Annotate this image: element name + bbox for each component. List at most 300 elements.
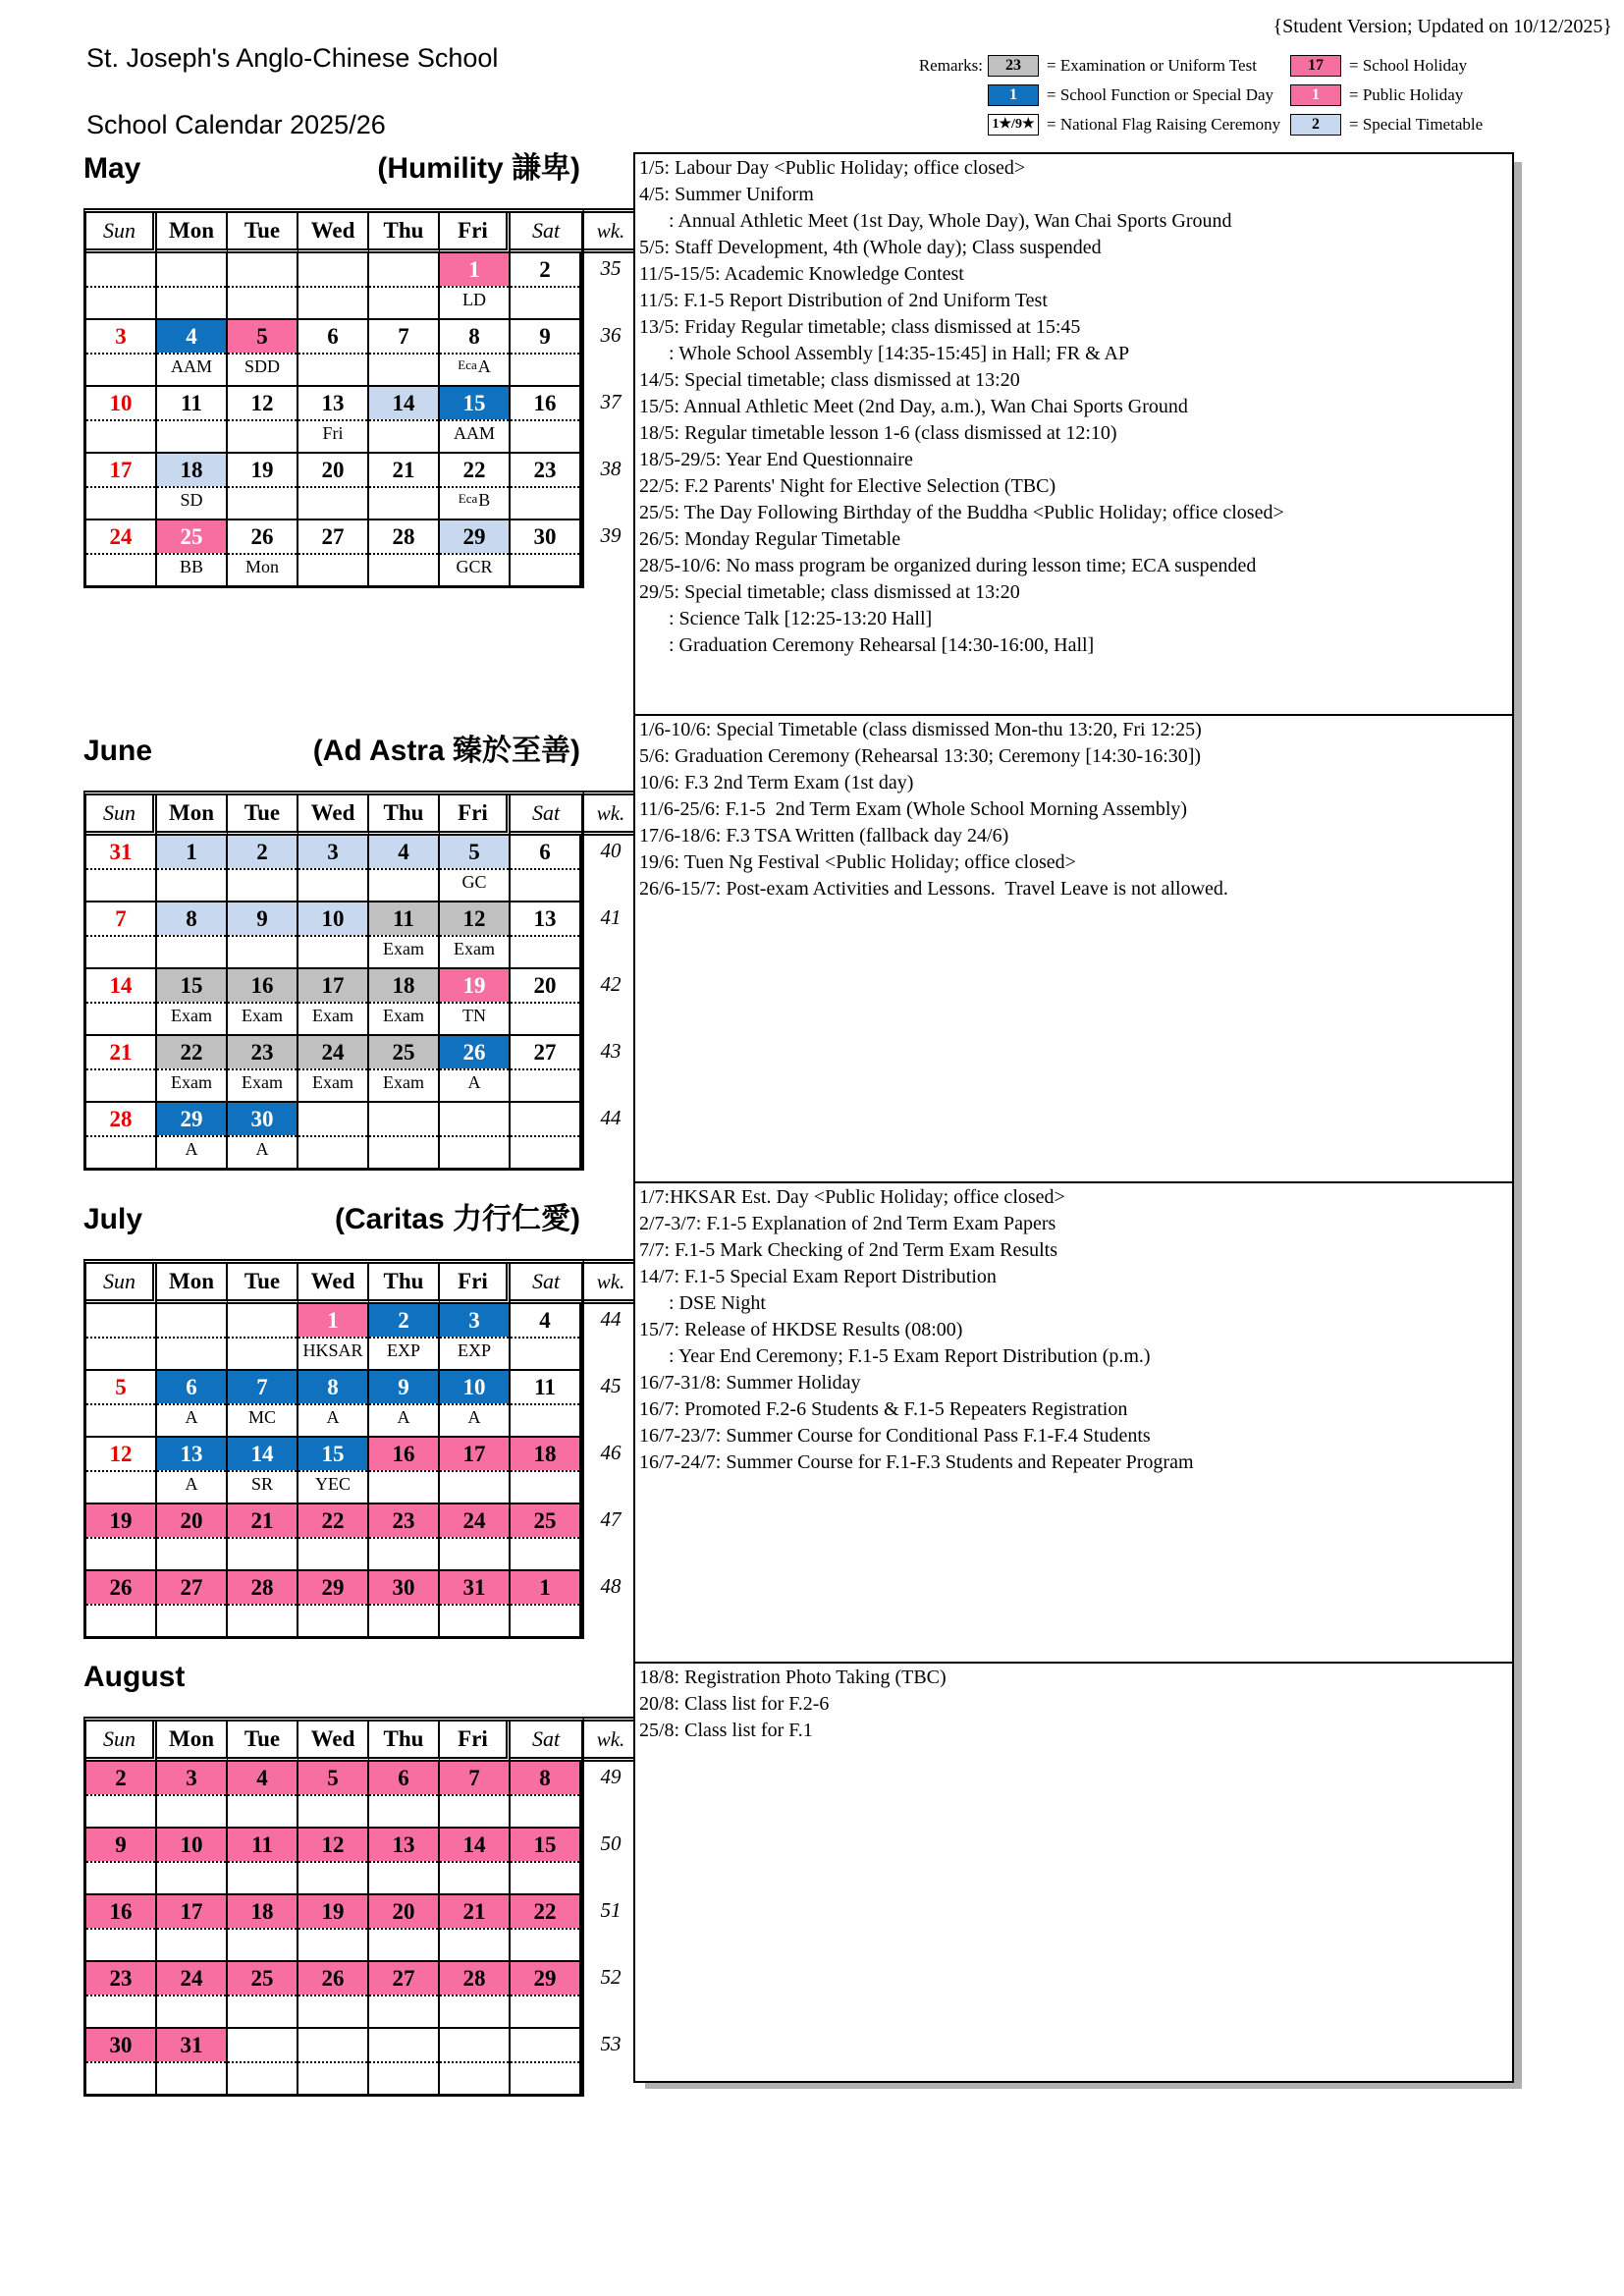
note-line: 26/5: Monday Regular Timetable	[639, 528, 901, 550]
week-number-header: wk.	[584, 1717, 637, 1762]
day-cell	[511, 969, 581, 1036]
day-header-tue: Tue	[228, 1264, 298, 1304]
day-cell	[440, 2029, 511, 2094]
day-cell	[298, 387, 369, 454]
day-number: 11	[181, 390, 202, 415]
legend-label: = National Flag Raising Ceremony	[1047, 115, 1281, 134]
notes-section-june	[635, 716, 1512, 1183]
day-cell	[228, 520, 298, 585]
day-number: 16	[228, 969, 297, 1002]
day-annotation	[157, 1794, 226, 1825]
day-number: 2	[228, 836, 297, 868]
day-cell	[228, 902, 298, 969]
day-header-sat: Sat	[511, 213, 581, 253]
day-cell	[86, 1762, 157, 1829]
day-annotation	[157, 419, 226, 450]
day-number: 8	[511, 1762, 579, 1794]
day-cell	[228, 454, 298, 520]
day-annotation	[298, 1861, 367, 1891]
month-title	[83, 1200, 580, 1239]
day-number: 19	[250, 457, 274, 482]
note-line: 25/8: Class list for F.1	[639, 1720, 813, 1741]
day-number: 22	[298, 1504, 367, 1537]
week-number: 42	[600, 972, 622, 996]
day-cell	[298, 1895, 369, 1962]
day-cell	[511, 1829, 581, 1895]
day-annotation	[369, 553, 438, 583]
week-number: 39	[600, 523, 622, 547]
day-number: 8	[298, 1371, 367, 1403]
day-annotation	[86, 1995, 155, 2025]
note-line: 5/5: Staff Development, 4th (Whole day); Class suspended	[639, 237, 1102, 258]
day-number: 12	[109, 1441, 133, 1466]
day-number: 27	[157, 1571, 226, 1604]
day-cell	[228, 387, 298, 454]
day-annotation	[511, 1470, 579, 1501]
day-annotation	[157, 1861, 226, 1891]
remarks-label: Remarks:	[918, 56, 983, 75]
day-cell	[440, 1762, 511, 1829]
day-cell	[440, 902, 511, 969]
day-cell	[298, 902, 369, 969]
day-number: 24	[440, 1504, 509, 1537]
day-cell	[511, 1762, 581, 1829]
day-cell	[157, 1103, 228, 1168]
day-number: 11	[534, 1374, 556, 1399]
day-number: 27	[533, 1039, 557, 1065]
day-cell	[228, 1962, 298, 2029]
day-annotation: Exam	[228, 1002, 297, 1032]
day-cell	[157, 1438, 228, 1504]
month-block-may	[83, 149, 639, 588]
day-cell	[298, 253, 369, 320]
day-cell	[86, 1895, 157, 1962]
day-cell	[511, 1371, 581, 1438]
day-annotation: A	[157, 1470, 226, 1501]
day-number: 23	[86, 1962, 155, 1995]
day-cell	[228, 1571, 298, 1636]
notes-section-july	[635, 1183, 1512, 1664]
day-number: 11	[228, 1829, 297, 1861]
day-annotation	[511, 1995, 579, 2025]
day-cell	[157, 902, 228, 969]
day-cell	[440, 1036, 511, 1103]
day-header-sat: Sat	[511, 1264, 581, 1304]
day-number: 11	[369, 902, 438, 935]
day-number: 31	[157, 2029, 226, 2061]
day-cell	[86, 1571, 157, 1636]
day-number: 26	[298, 1962, 367, 1995]
day-number: 27	[321, 523, 345, 549]
day-cell	[157, 320, 228, 387]
day-cell	[228, 253, 298, 320]
day-number: 9	[228, 902, 297, 935]
day-annotation	[228, 1604, 297, 1634]
week-number-header: wk.	[584, 1259, 637, 1304]
day-cell	[440, 253, 511, 320]
day-cell	[440, 387, 511, 454]
day-annotation	[228, 935, 297, 965]
week-number: 44	[600, 1307, 622, 1331]
week-number: 43	[600, 1039, 622, 1063]
day-annotation	[511, 1928, 579, 1958]
day-annotation	[157, 1337, 226, 1367]
day-cell	[511, 1103, 581, 1168]
day-number: 17	[298, 969, 367, 1002]
note-line: 18/5: Regular timetable lesson 1-6 (class dismissed at 12:10)	[639, 422, 1117, 444]
day-annotation	[511, 1135, 579, 1166]
day-annotation: Exam	[298, 1068, 367, 1099]
day-number: 13	[533, 905, 557, 931]
day-cell	[157, 1895, 228, 1962]
day-annotation	[157, 1537, 226, 1567]
day-cell	[86, 836, 157, 902]
day-header-thu: Thu	[369, 213, 440, 253]
note-line: 15/5: Annual Athletic Meet (2nd Day, a.m.), Wan Chai Sports Ground	[639, 396, 1188, 417]
day-number: 29	[440, 520, 509, 553]
day-annotation: A	[369, 1403, 438, 1434]
day-cell	[298, 969, 369, 1036]
day-number: 7	[440, 1762, 509, 1794]
day-annotation: HKSAR	[298, 1337, 367, 1367]
day-number: 31	[109, 839, 133, 864]
day-cell	[369, 387, 440, 454]
day-number: 3	[298, 836, 367, 868]
day-number: 21	[228, 1504, 297, 1537]
legend-box-st: 2	[1290, 114, 1341, 136]
week-number: 45	[600, 1374, 622, 1397]
day-annotation	[440, 1135, 509, 1166]
day-annotation	[157, 286, 226, 316]
calendar-grid	[83, 1717, 584, 2097]
note-line: 11/5: F.1-5 Report Distribution of 2nd Uniform Test	[639, 290, 1048, 311]
day-number: 20	[533, 972, 557, 998]
day-number: 30	[86, 2029, 155, 2061]
day-annotation	[86, 419, 155, 450]
week-number: 50	[600, 1831, 622, 1855]
day-number: 10	[157, 1829, 226, 1861]
day-cell	[369, 1762, 440, 1829]
day-annotation: EXP	[369, 1337, 438, 1367]
legend-box-fn: 1	[988, 84, 1039, 106]
day-number: 24	[157, 1962, 226, 1995]
day-cell	[440, 1438, 511, 1504]
day-number: 7	[398, 323, 409, 349]
school-name: St. Joseph's Anglo-Chinese School	[86, 43, 499, 73]
day-annotation: SR	[228, 1470, 297, 1501]
day-header-tue: Tue	[228, 213, 298, 253]
day-number: 3	[157, 1762, 226, 1794]
day-number: 19	[86, 1504, 155, 1537]
day-number: 2	[369, 1304, 438, 1337]
day-cell	[86, 1371, 157, 1438]
day-cell	[511, 320, 581, 387]
day-number: 6	[157, 1371, 226, 1403]
week-number: 53	[600, 2032, 622, 2055]
week-number: 46	[600, 1441, 622, 1464]
day-cell	[369, 1504, 440, 1571]
day-number: 24	[109, 523, 133, 549]
week-number: 44	[600, 1106, 622, 1129]
notes-section-august	[635, 1664, 1512, 2081]
day-annotation	[440, 1995, 509, 2025]
note-line: 16/7: Promoted F.2-6 Students & F.1-5 Repeaters Registration	[639, 1398, 1128, 1420]
day-number: 14	[228, 1438, 297, 1470]
note-line: 26/6-15/7: Post-exam Activities and Lessons. Travel Leave is not allowed.	[639, 878, 1228, 900]
note-line: 20/8: Class list for F.2-6	[639, 1693, 830, 1715]
day-number: 8	[157, 902, 226, 935]
note-line: 29/5: Special timetable; class dismissed at 13:20	[639, 581, 1020, 603]
day-number: 7	[115, 905, 127, 931]
day-annotation	[228, 419, 297, 450]
day-cell	[440, 969, 511, 1036]
day-annotation: Mon	[228, 553, 297, 583]
day-number	[228, 2029, 297, 2061]
day-header-sun: Sun	[86, 213, 157, 253]
day-cell	[369, 454, 440, 520]
day-annotation: A	[298, 1403, 367, 1434]
day-annotation	[511, 1002, 579, 1032]
day-annotation	[298, 286, 367, 316]
calendar-grid	[83, 208, 584, 588]
day-number: 14	[440, 1829, 509, 1861]
note-line: 11/6-25/6: F.1-5 2nd Term Exam (Whole School Morning Assembly)	[639, 798, 1188, 820]
day-number: 3	[440, 1304, 509, 1337]
day-header-mon: Mon	[157, 1264, 228, 1304]
day-annotation	[440, 1470, 509, 1501]
day-cell	[511, 1962, 581, 2029]
day-cell	[369, 320, 440, 387]
note-line: : Science Talk [12:25-13:20 Hall]	[639, 608, 933, 629]
day-cell	[228, 1103, 298, 1168]
day-cell	[86, 1304, 157, 1371]
day-number	[86, 1304, 155, 1337]
day-annotation	[298, 553, 367, 583]
week-number-column	[584, 1259, 637, 1638]
day-cell	[440, 520, 511, 585]
day-cell	[86, 1438, 157, 1504]
day-cell	[369, 902, 440, 969]
week-number: 37	[600, 390, 622, 413]
day-annotation	[511, 486, 579, 517]
day-number: 27	[369, 1962, 438, 1995]
day-cell	[511, 1571, 581, 1636]
day-cell	[86, 1504, 157, 1571]
day-cell	[157, 1371, 228, 1438]
month-name: July	[83, 1203, 143, 1235]
note-line: 13/5: Friday Regular timetable; class dismissed at 15:45	[639, 316, 1081, 338]
day-number	[440, 2029, 509, 2061]
day-number: 5	[440, 836, 509, 868]
note-line: : Year End Ceremony; F.1-5 Exam Report Distribution (p.m.)	[639, 1345, 1151, 1367]
day-number: 31	[440, 1571, 509, 1604]
day-cell	[157, 520, 228, 585]
day-cell	[511, 902, 581, 969]
day-header-mon: Mon	[157, 795, 228, 836]
note-line: 15/7: Release of HKDSE Results (08:00)	[639, 1319, 963, 1340]
day-number: 30	[533, 523, 557, 549]
day-cell	[86, 969, 157, 1036]
day-cell	[86, 2029, 157, 2094]
day-header-thu: Thu	[369, 1722, 440, 1762]
month-name: June	[83, 735, 153, 767]
week-number: 36	[600, 323, 622, 347]
day-annotation	[157, 868, 226, 899]
day-number: 16	[369, 1438, 438, 1470]
day-annotation	[511, 868, 579, 899]
note-line: 7/7: F.1-5 Mark Checking of 2nd Term Exam Results	[639, 1239, 1058, 1261]
week-number: 51	[600, 1898, 622, 1922]
day-header-fri: Fri	[440, 1264, 511, 1304]
day-number: 15	[298, 1438, 367, 1470]
day-annotation	[86, 286, 155, 316]
day-cell	[298, 520, 369, 585]
day-cell	[157, 454, 228, 520]
day-annotation	[86, 1403, 155, 1434]
day-annotation	[86, 2061, 155, 2092]
day-annotation	[298, 353, 367, 383]
day-header-thu: Thu	[369, 795, 440, 836]
day-annotation	[86, 1002, 155, 1032]
note-line: 2/7-3/7: F.1-5 Explanation of 2nd Term Exam Papers	[639, 1213, 1056, 1234]
day-annotation	[86, 353, 155, 383]
day-cell	[228, 1829, 298, 1895]
day-header-tue: Tue	[228, 795, 298, 836]
day-cell	[157, 1762, 228, 1829]
day-number: 21	[109, 1039, 133, 1065]
week-number-header: wk.	[584, 791, 637, 836]
day-annotation	[157, 1604, 226, 1634]
day-annotation	[86, 1470, 155, 1501]
day-cell	[369, 1371, 440, 1438]
calendar-table	[83, 1717, 639, 2097]
version-note: {Student Version; Updated on 10/12/2025}	[1272, 16, 1612, 37]
day-number: 23	[228, 1036, 297, 1068]
day-cell	[298, 1304, 369, 1371]
day-number: 17	[109, 457, 133, 482]
month-block-august	[83, 1658, 639, 2097]
day-annotation	[369, 1537, 438, 1567]
legend-label: = Public Holiday	[1349, 85, 1464, 104]
legend	[884, 51, 1483, 139]
day-number	[228, 1304, 297, 1337]
week-number: 41	[600, 905, 622, 929]
day-header-sat: Sat	[511, 1722, 581, 1762]
day-header-fri: Fri	[440, 213, 511, 253]
note-line: 17/6-18/6: F.3 TSA Written (fallback day 24/6)	[639, 825, 1009, 847]
day-cell	[86, 902, 157, 969]
day-annotation: Exam	[298, 1002, 367, 1032]
day-cell	[511, 253, 581, 320]
day-cell	[369, 1895, 440, 1962]
day-number	[369, 1103, 438, 1135]
day-number: 13	[369, 1829, 438, 1861]
day-cell	[157, 387, 228, 454]
day-cell	[298, 1438, 369, 1504]
day-cell	[157, 1504, 228, 1571]
day-cell	[511, 1438, 581, 1504]
day-annotation	[440, 1928, 509, 1958]
day-annotation	[157, 1995, 226, 2025]
day-annotation	[86, 1135, 155, 1166]
day-number: 19	[298, 1895, 367, 1928]
day-annotation	[86, 935, 155, 965]
day-number: 5	[115, 1374, 127, 1399]
day-number: 9	[539, 323, 551, 349]
day-number: 14	[109, 972, 133, 998]
day-header-wed: Wed	[298, 1722, 369, 1762]
day-cell	[369, 1438, 440, 1504]
day-annotation: SDD	[228, 353, 297, 383]
day-cell	[369, 253, 440, 320]
notes-section-may	[635, 154, 1512, 716]
day-number: 21	[440, 1895, 509, 1928]
day-cell	[157, 1962, 228, 2029]
day-cell	[86, 387, 157, 454]
day-annotation: Exam	[440, 935, 509, 965]
day-annotation: GC	[440, 868, 509, 899]
day-annotation	[298, 1928, 367, 1958]
week-number: 49	[600, 1765, 622, 1788]
day-annotation	[369, 486, 438, 517]
day-annotation	[228, 486, 297, 517]
day-cell	[157, 253, 228, 320]
day-number: 1	[298, 1304, 367, 1337]
day-annotation: TN	[440, 1002, 509, 1032]
legend-row	[884, 110, 1483, 139]
day-annotation	[511, 1337, 579, 1367]
day-cell	[228, 836, 298, 902]
day-number: 20	[369, 1895, 438, 1928]
day-annotation	[86, 868, 155, 899]
legend-label: = School Function or Special Day	[1047, 85, 1274, 104]
day-cell	[228, 1762, 298, 1829]
month-title	[83, 149, 580, 189]
day-annotation: EXP	[440, 1337, 509, 1367]
day-annotation: Exam	[369, 1068, 438, 1099]
note-line: : Whole School Assembly [14:35-15:45] in Hall; FR & AP	[639, 343, 1130, 364]
day-cell	[369, 2029, 440, 2094]
day-annotation	[86, 1794, 155, 1825]
day-annotation	[369, 1794, 438, 1825]
day-cell	[369, 969, 440, 1036]
day-cell	[511, 520, 581, 585]
day-number: 12	[250, 390, 274, 415]
day-cell	[298, 1962, 369, 2029]
day-cell	[440, 1103, 511, 1168]
day-cell	[86, 520, 157, 585]
day-number: 16	[533, 390, 557, 415]
day-number: 18	[511, 1438, 579, 1470]
day-annotation	[298, 935, 367, 965]
day-annotation: A	[440, 1068, 509, 1099]
day-annotation	[298, 1995, 367, 2025]
note-line: 4/5: Summer Uniform	[639, 184, 814, 205]
week-number-column	[584, 1717, 637, 2096]
day-annotation	[157, 935, 226, 965]
day-number: 26	[440, 1036, 509, 1068]
legend-box-sh: 17	[1290, 55, 1341, 77]
week-number-column	[584, 208, 637, 587]
day-annotation	[298, 1604, 367, 1634]
day-cell	[511, 387, 581, 454]
legend-label: = Special Timetable	[1349, 115, 1484, 134]
day-annotation	[157, 2061, 226, 2092]
day-annotation: Eca B	[440, 486, 509, 517]
day-number: 8	[468, 323, 480, 349]
day-number: 18	[157, 454, 226, 486]
day-cell	[157, 1829, 228, 1895]
